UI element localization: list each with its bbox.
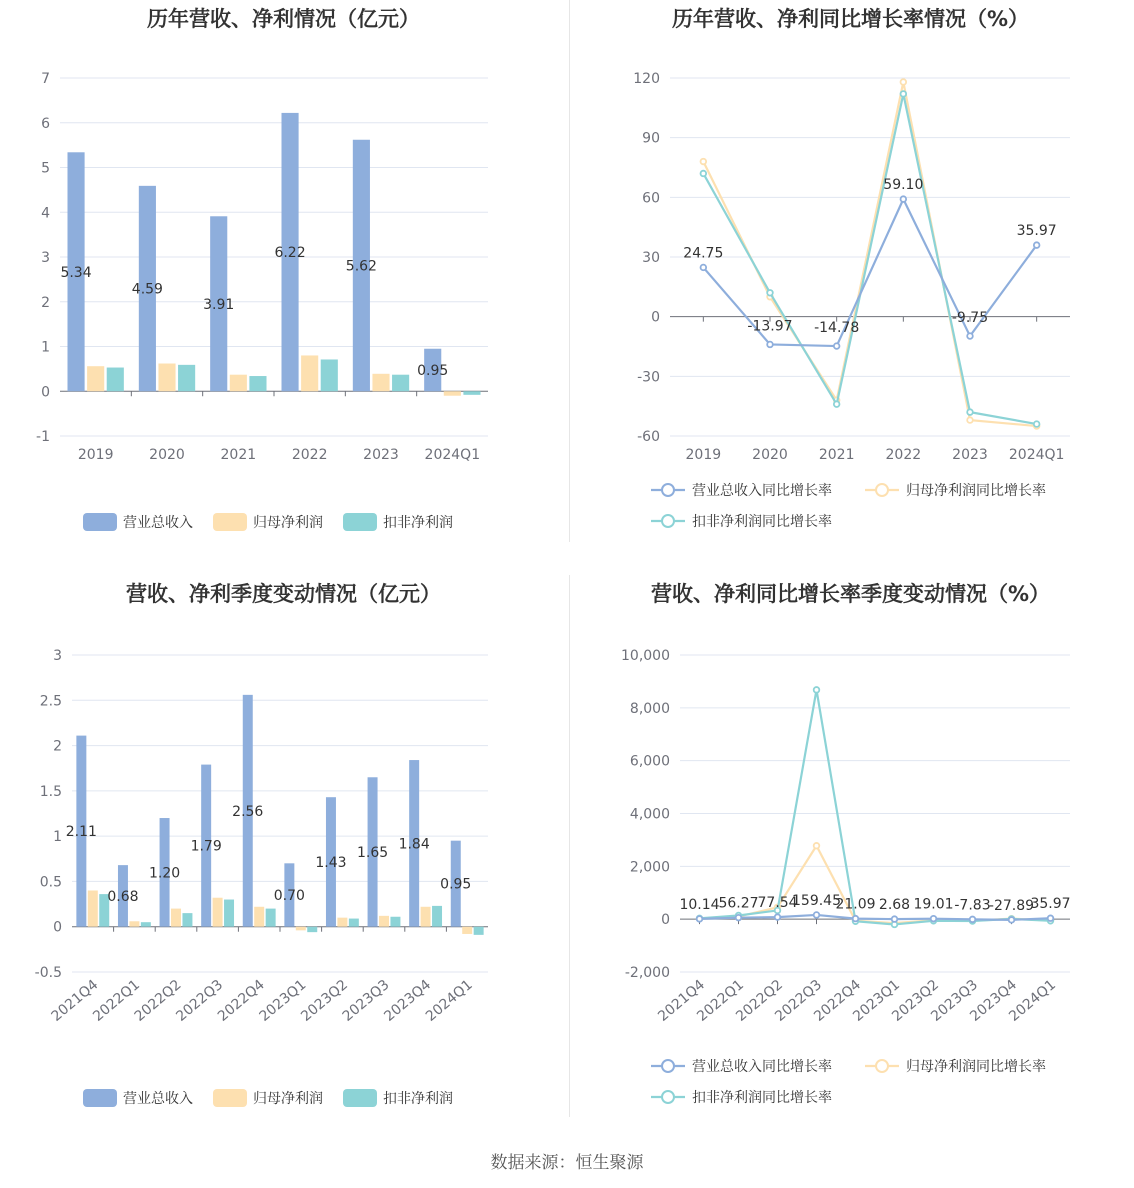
- legend-label: 归母净利润: [253, 515, 323, 531]
- point-revenue-growth: [970, 917, 976, 923]
- chart-quarterly-revenue-profit-svg: [0, 575, 567, 1150]
- legend-label: 归母净利润同比增长率: [906, 483, 1046, 499]
- x-tick-label: 2023Q2: [889, 976, 943, 1025]
- x-tick-label: 2022Q1: [694, 976, 748, 1025]
- point-revenue-growth: [775, 914, 781, 920]
- bar-net-profit: [171, 909, 181, 927]
- x-tick-label: 2023: [363, 447, 399, 463]
- x-tick-label: 2023Q2: [298, 976, 351, 1025]
- data-label: 1.43: [315, 854, 347, 871]
- point-revenue-growth: [967, 333, 973, 339]
- data-label: 0.70: [273, 888, 305, 905]
- x-tick-label: 2019: [77, 447, 114, 463]
- x-tick-label: 2022Q3: [772, 976, 826, 1025]
- bar-net-profit: [129, 921, 139, 926]
- y-tick-label: -1: [36, 429, 50, 445]
- bar-deducted-profit: [432, 906, 442, 927]
- data-label: 4.59: [131, 281, 163, 298]
- point-revenue-growth: [1034, 242, 1040, 248]
- x-tick-label: 2023Q1: [256, 976, 310, 1025]
- data-label: 1.20: [148, 865, 181, 882]
- y-tick-label: 0: [41, 384, 50, 401]
- point-revenue-growth: [1048, 915, 1054, 921]
- data-label: 56.27: [718, 895, 759, 912]
- x-tick-label: 2024Q1: [1008, 447, 1065, 463]
- x-tick-label: 2023: [952, 447, 988, 463]
- chart-title: 营收、净利季度变动情况（亿元）: [126, 582, 441, 606]
- chart-title: 历年营收、净利情况（亿元）: [147, 7, 420, 31]
- data-label: 77.54: [757, 895, 798, 912]
- point-deducted-profit-growth: [814, 687, 820, 693]
- y-tick-label: 90: [642, 130, 660, 147]
- x-tick-label: 2023Q4: [967, 976, 1021, 1025]
- data-label: 2.68: [878, 897, 911, 914]
- bar-net-profit: [337, 918, 347, 927]
- y-tick-label: 0: [53, 919, 62, 936]
- data-label: 2.56: [232, 803, 264, 820]
- point-net-profit-growth: [967, 417, 973, 423]
- data-label: 1.65: [356, 844, 389, 861]
- data-label: 35.97: [1016, 223, 1057, 240]
- y-tick-label: 120: [633, 71, 660, 87]
- point-net-profit-growth: [901, 79, 907, 85]
- chart-annual-revenue-profit: [0, 0, 567, 575]
- x-tick-label: 2022Q1: [90, 976, 143, 1025]
- bar-deducted-profit: [178, 365, 195, 391]
- point-revenue-growth: [834, 343, 840, 349]
- legend-label: 扣非净利润: [383, 1091, 453, 1107]
- legend-label: 归母净利润: [253, 1091, 323, 1107]
- data-label: 35.97: [1030, 896, 1071, 913]
- bar-deducted-profit: [349, 919, 359, 927]
- x-tick-label: 2022Q4: [214, 976, 268, 1025]
- data-label: 10.14: [679, 896, 720, 913]
- x-tick-label: 2020: [752, 447, 788, 463]
- line-deducted-profit-growth: [700, 690, 1051, 925]
- y-tick-label: 10,000: [621, 648, 670, 664]
- legend-label: 扣非净利润同比增长率: [692, 514, 832, 530]
- x-tick-label: 2023Q3: [928, 976, 982, 1025]
- point-revenue-growth: [736, 915, 742, 921]
- x-tick-label: 2024Q1: [1006, 976, 1060, 1025]
- legend-label: 扣非净利润: [383, 515, 453, 531]
- point-revenue-growth: [767, 342, 773, 348]
- x-tick-label: 2022: [291, 447, 328, 463]
- x-tick-label: 2021: [220, 447, 257, 463]
- data-label: 5.34: [60, 264, 92, 281]
- legend-swatch: [213, 1089, 247, 1107]
- x-tick-label: 2023Q1: [850, 976, 904, 1025]
- y-tick-label: 30: [642, 250, 660, 266]
- data-label: 0.68: [107, 888, 139, 905]
- legend-swatch: [343, 1089, 377, 1107]
- y-tick-label: 0: [661, 912, 670, 929]
- y-tick-label: 1: [41, 339, 50, 356]
- legend-label: 营业总收入同比增长率: [692, 483, 832, 499]
- data-label: 1.79: [190, 838, 222, 855]
- bar-net-profit: [372, 374, 389, 391]
- bar-deducted-profit: [224, 900, 234, 927]
- legend-label: 扣非净利润同比增长率: [692, 1090, 832, 1106]
- legend-label: 营业总收入: [123, 515, 193, 531]
- bar-net-profit: [254, 907, 264, 927]
- legend-label: 营业总收入同比增长率: [692, 1059, 832, 1075]
- x-tick-label: 2023Q4: [381, 976, 435, 1025]
- bar-net-profit: [88, 890, 98, 926]
- divider-bottom: [569, 575, 570, 1117]
- point-deducted-profit-growth: [767, 290, 773, 296]
- chart-quarterly-revenue-profit: [0, 575, 567, 1150]
- chart-annual-revenue-profit-svg: [0, 0, 567, 575]
- y-tick-label: 5: [41, 160, 50, 177]
- chart-annual-growth-rate: [567, 0, 1134, 575]
- legend-swatch: [343, 513, 377, 531]
- point-deducted-profit-growth: [967, 409, 973, 415]
- x-tick-label: 2024Q1: [424, 447, 481, 463]
- bar-net-profit: [213, 898, 223, 927]
- y-tick-label: 0: [651, 309, 660, 326]
- data-label: 6.22: [274, 245, 306, 262]
- legend-marker: [662, 1060, 674, 1072]
- point-deducted-profit-growth: [1034, 421, 1040, 427]
- y-tick-label: 2,000: [629, 859, 670, 876]
- x-tick-label: 2021Q4: [48, 976, 102, 1025]
- y-tick-label: 4,000: [629, 806, 670, 823]
- y-tick-label: 0.5: [39, 874, 62, 891]
- point-revenue-growth: [931, 916, 937, 922]
- bar-deducted-profit: [266, 909, 276, 927]
- legend-label: 归母净利润同比增长率: [906, 1059, 1046, 1075]
- y-tick-label: -60: [637, 429, 660, 445]
- data-label: 24.75: [683, 245, 724, 262]
- bar-deducted-profit: [474, 927, 484, 935]
- y-tick-label: -0.5: [34, 965, 62, 981]
- x-tick-label: 2019: [685, 447, 722, 463]
- data-label: 21.09: [835, 896, 876, 913]
- bar-deducted-profit: [141, 922, 151, 927]
- bar-net-profit: [444, 391, 461, 395]
- y-tick-label: 3: [53, 648, 62, 664]
- point-revenue-growth: [1009, 917, 1015, 923]
- legend-swatch: [83, 513, 117, 531]
- y-tick-label: -30: [637, 369, 660, 386]
- point-revenue-growth: [697, 916, 703, 922]
- x-tick-label: 2023Q3: [339, 976, 393, 1025]
- point-deducted-profit-growth: [701, 171, 707, 177]
- x-tick-label: 2021Q4: [655, 976, 709, 1025]
- bar-deducted-profit: [392, 375, 409, 392]
- y-tick-label: -2,000: [624, 965, 670, 981]
- y-tick-label: 2.5: [39, 693, 62, 710]
- y-tick-label: 6,000: [629, 753, 670, 770]
- y-tick-label: 6: [41, 115, 50, 132]
- bar-net-profit: [421, 907, 431, 927]
- x-tick-label: 2024Q1: [422, 976, 476, 1025]
- legend-marker: [662, 515, 674, 527]
- legend-label: 营业总收入: [123, 1091, 193, 1107]
- y-tick-label: 8,000: [629, 700, 670, 717]
- point-revenue-growth: [901, 196, 907, 202]
- data-label: 19.01: [913, 896, 954, 913]
- bar-net-profit: [296, 927, 306, 931]
- chart-quarterly-growth-rate-svg: [567, 575, 1134, 1150]
- data-label: 3.91: [203, 296, 235, 313]
- y-tick-label: 3: [41, 250, 50, 266]
- x-tick-label: 2021: [818, 447, 855, 463]
- data-label: 5.62: [345, 258, 377, 275]
- point-revenue-growth: [892, 916, 898, 922]
- y-tick-label: 4: [41, 205, 50, 222]
- data-label: -7.83: [954, 897, 991, 914]
- legend-marker: [662, 1091, 674, 1103]
- x-tick-label: 2020: [149, 447, 185, 463]
- point-revenue-growth: [814, 912, 820, 918]
- legend-marker: [662, 484, 674, 496]
- legend-swatch: [83, 1089, 117, 1107]
- bar-deducted-profit: [463, 391, 480, 395]
- x-tick-label: 2022Q4: [811, 976, 865, 1025]
- legend-marker: [876, 1060, 888, 1072]
- data-label: 0.95: [440, 876, 472, 893]
- chart-title: 营收、净利同比增长率季度变动情况（%）: [650, 582, 1051, 606]
- legend-swatch: [213, 513, 247, 531]
- data-label: -13.97: [747, 318, 793, 335]
- bar-net-profit: [87, 366, 104, 391]
- bar-deducted-profit: [249, 376, 266, 391]
- y-tick-label: 1.5: [39, 783, 62, 800]
- bar-deducted-profit: [107, 368, 124, 392]
- x-tick-label: 2022Q2: [733, 976, 787, 1025]
- data-label: -27.89: [988, 897, 1035, 914]
- data-label: 59.10: [883, 177, 924, 194]
- bar-net-profit: [230, 375, 247, 392]
- data-source-note: 数据来源：恒生聚源: [490, 1153, 644, 1173]
- x-tick-label: 2022Q3: [173, 976, 227, 1025]
- point-revenue-growth: [853, 916, 859, 922]
- y-tick-label: 1: [53, 829, 62, 846]
- data-label: 2.11: [65, 824, 97, 841]
- bar-net-profit: [379, 916, 389, 927]
- point-net-profit-growth: [814, 843, 820, 849]
- bar-net-profit: [462, 927, 472, 934]
- chart-quarterly-growth-rate: [567, 575, 1134, 1150]
- divider-top: [569, 0, 570, 542]
- y-tick-label: 2: [53, 738, 62, 755]
- data-label: -9.75: [951, 310, 989, 327]
- data-label: -14.78: [814, 320, 860, 337]
- y-tick-label: 2: [41, 294, 50, 311]
- point-deducted-profit-growth: [834, 401, 840, 407]
- x-tick-label: 2022: [885, 447, 922, 463]
- point-revenue-growth: [701, 265, 707, 271]
- data-label: 159.45: [792, 892, 841, 909]
- data-label: 0.95: [417, 362, 449, 379]
- bar-deducted-profit: [390, 917, 400, 927]
- bar-net-profit: [158, 364, 175, 392]
- bar-deducted-profit: [182, 913, 192, 927]
- bar-deducted-profit: [321, 359, 338, 391]
- data-label: 1.84: [398, 836, 430, 853]
- y-tick-label: 7: [41, 71, 50, 87]
- chart-title: 历年营收、净利同比增长率情况（%）: [671, 7, 1030, 31]
- point-deducted-profit-growth: [901, 91, 907, 97]
- y-tick-label: 60: [642, 190, 660, 207]
- point-net-profit-growth: [701, 159, 707, 165]
- line-deducted-profit-growth: [703, 94, 1036, 424]
- legend-marker: [876, 484, 888, 496]
- chart-annual-growth-rate-svg: [567, 0, 1134, 575]
- bar-net-profit: [301, 355, 318, 391]
- bar-deducted-profit: [307, 927, 317, 932]
- x-tick-label: 2022Q2: [131, 976, 185, 1025]
